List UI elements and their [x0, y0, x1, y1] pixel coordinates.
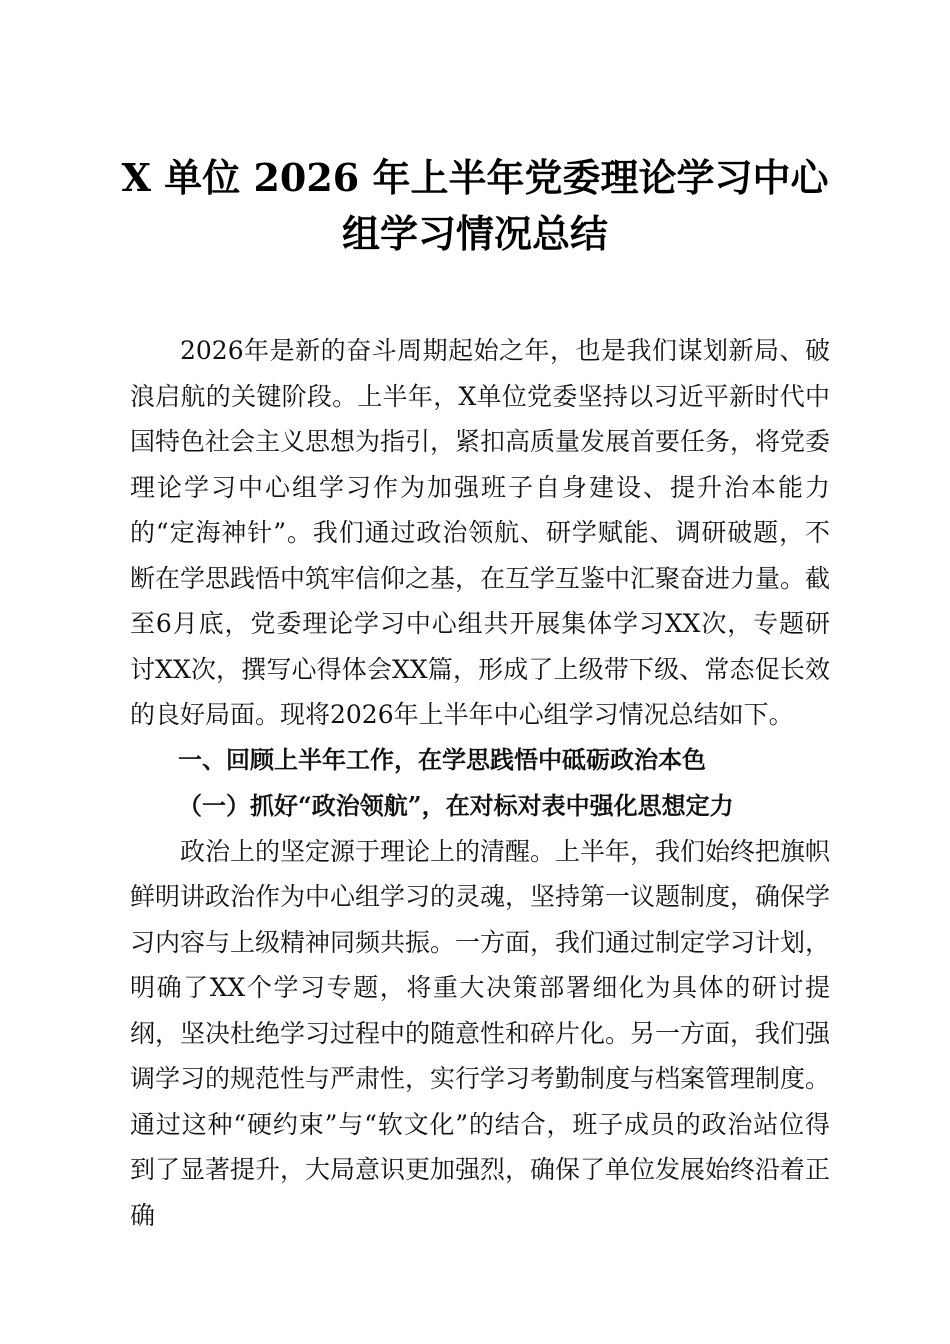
- document-body: [130, 328, 830, 1238]
- section-heading: 一、回顾上半年工作，在学思践悟中砥砺政治本色: [178, 745, 706, 774]
- intro-paragraph: 2026年是新的奋斗周期起始之年，也是我们谋划新局、破浪启航的关键阶段。上半年，X单位党委坚持以习近平新时代中国特色社会主义思想为指引，紧扣高质量发展首要任务，将党委理论学习中心组学习作为加强班子自身建设、提升治本能力的“定海神针”。我们通过政治领航、研学赋能、调研破题，不断在学思践悟中筑牢信仰之基，在互学互鉴中汇聚奋进力量。截至6月底，党委理论学习中心组共开展集体学习XX次，专题研讨XX次，撰写心得体会XX篇，形成了上级带下级、常态促长效的良好局面。现将2026年上半年中心组学习情况总结如下。: [130, 336, 831, 729]
- subsection-heading: （一）抓好“政治领航”，在对标对表中强化思想定力: [178, 791, 734, 820]
- document-title: X 单位 2026 年上半年党委理论学习中心组学习情况总结: [121, 155, 829, 256]
- subsection-paragraph: 政治上的坚定源于理论上的清醒。上半年，我们始终把旗帜鲜明讲政治作为中心组学习的灵魂，坚持第一议题制度，确保学习内容与上级精神同频共振。一方面，我们通过制定学习计划，明确了XX个学习专题，将重大决策部署细化为具体的研讨提纲，坚决杜绝学习过程中的随意性和碎片化。另一方面，我们强调学习的规范性与严肃性，实行学习考勤制度与档案管理制度。通过这种“硬约束”与“软文化”的结合，班子成员的政治站位得到了显著提升，大局意识更加强烈，确保了单位发展始终沿着正确: [130, 836, 831, 1230]
